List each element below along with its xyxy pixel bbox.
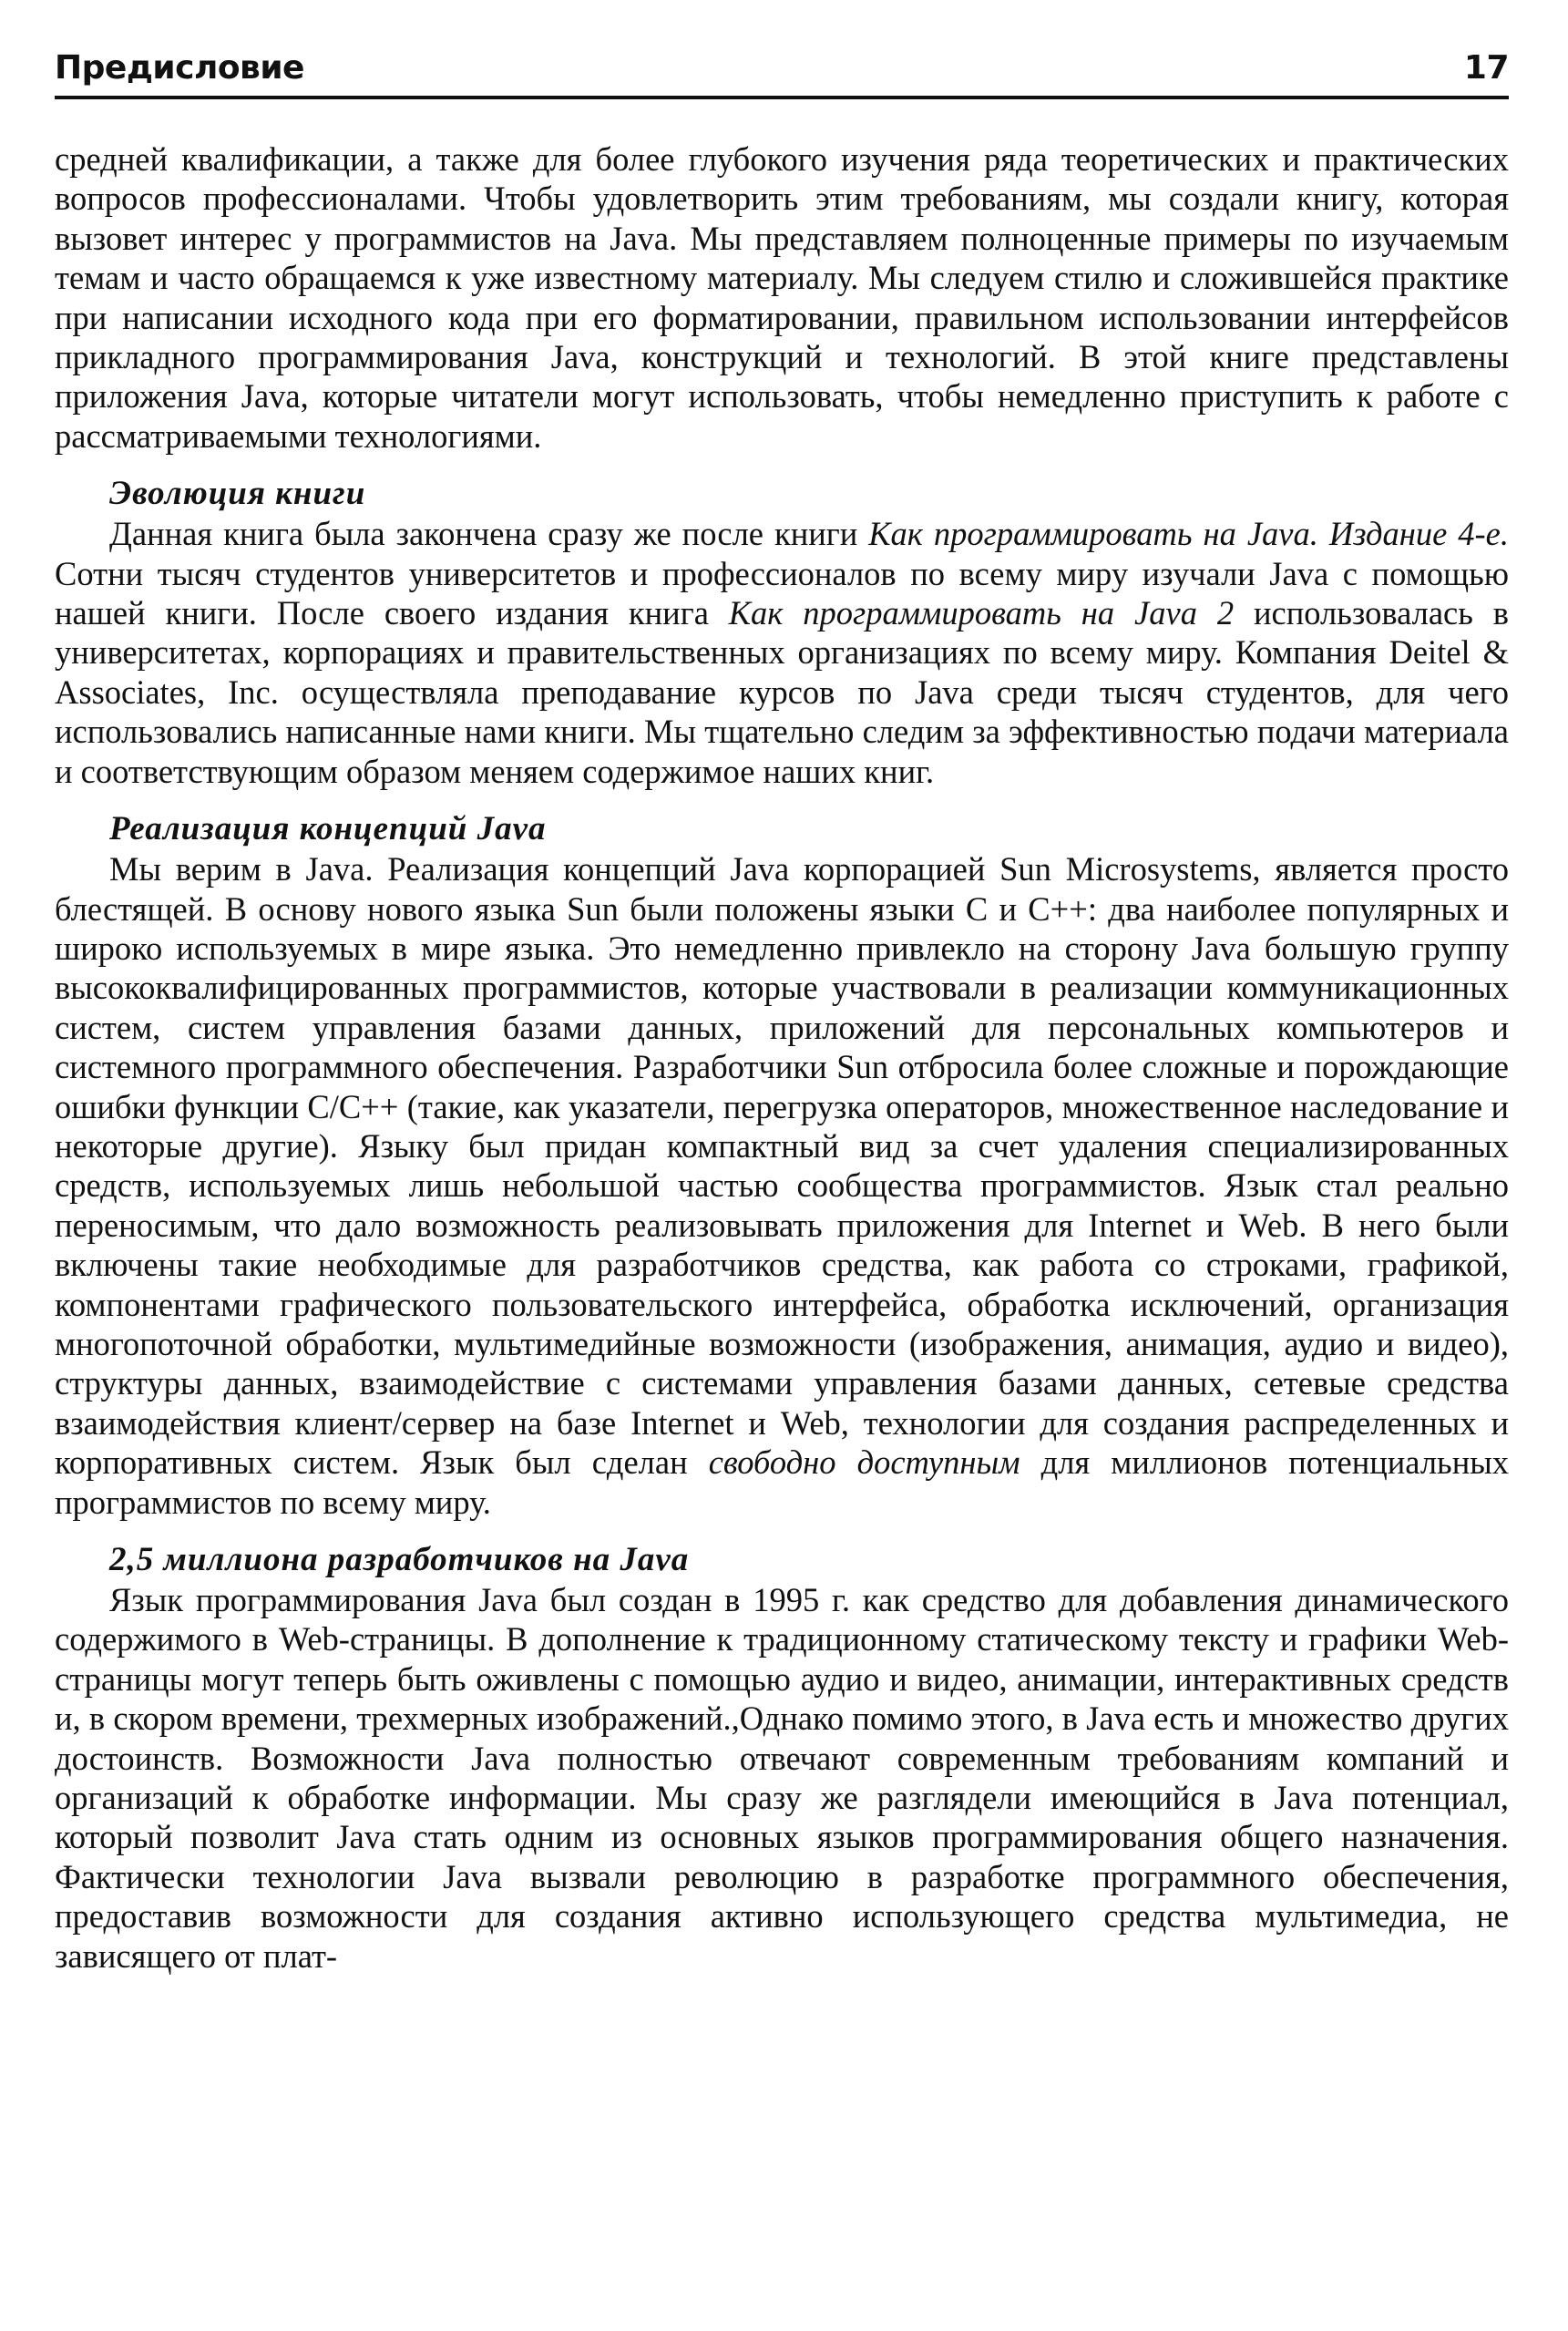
paragraph-java-concepts <box>55 849 1509 1522</box>
book-page <box>55 50 1509 1976</box>
page-content <box>55 139 1509 1976</box>
heading-java-concepts: Реализация концепций Java <box>109 810 547 848</box>
intro-paragraph: средней квалификации, а также для более глубокого изучения ряда теоретических и практических вопросов профессионалами. Чтобы удовлетворить этим требованиям, мы создали книгу, которая вызовет интерес у программистов на Java. Мы представляем полноценные примеры по изучаемым темам и часто обращаемся к уже известному материалу. Мы следуем стилю и сложившейся практике при написании исходного кода при его форматировании, правильном использовании интерфейсов прикладного программирования Java, конструкций и технологий. В этой книге представлены приложения Java, которые читатели могут использовать, чтобы немедленно приступить к работе с рассматриваемыми технологиями. <box>55 140 1509 455</box>
text-run: использовалась в университетах, корпорациях и правительственных организациях по всему миру. Компания Deitel & Associates, Inc. осуществляла преподавание курсов по Java среди тысяч студентов, для чего использовались написанные нами книги. Мы тщательно следим за эффективностью подачи материала и соответствующим образом меняем содержимое наших книг. <box>55 594 1510 790</box>
section-title: Предисловие <box>55 49 304 87</box>
paragraph-java-developers <box>55 1580 1509 1976</box>
freely-available-emphasis: свободно доступным <box>708 1443 1020 1482</box>
book-title-emphasis: Как программировать на Java. Издание 4-е. <box>868 515 1509 553</box>
page-number: 17 <box>1463 49 1509 87</box>
text-run: для миллионов потенциальных программистов по всему миру. <box>55 1443 1509 1521</box>
heading-book-evolution: Эволюция книги <box>109 475 366 513</box>
running-head <box>55 50 1509 99</box>
text-run: Сотни тысяч студентов университетов и профессионалов по всему миру изучали Java с помощью нашей книги. После своего издания книга <box>55 554 1509 632</box>
text-run: Мы верим в Java. Реализация концепций Java корпорацией Sun Microsystems, является просто блестящей. В основу нового языка Sun были положены языки С и С++: два наиболее популярных и широко используемых в мире языка. Это немедленно привлекло на сторону Java большую группу высококвалифицированных программистов, которые участвовали в реализации коммуникационных систем, систем управления базами данных, приложений для персональных компьютеров и системного программного обеспечения. Разработчики Sun отбросила более сложные и порождающие ошибки функции С/С++ (такие, как указатели, перегрузка операторов, множественное наследование и некоторые другие). Языку был придан компактный вид за счет удаления специализированных средств, используемых лишь небольшой частью сообщества программистов. Язык стал реально переносимым, что дало возможность реализовывать приложения для Internet и Web. В него были включены такие необходимые для разработчиков средства, как работа со строками, графикой, компонентами графического пользовательского интерфейса, обработка исключений, организация многопоточной обработки, мультимедийные возможности (изображения, анимация, аудио и видео), структуры данных, взаимодействие с системами управления базами данных, сетевые средства взаимодействия клиент/сервер на базе Internet и Web, технологии для создания распределенных и корпоративных систем. Язык был сделан <box>55 850 1509 1482</box>
heading-java-developers: 2,5 миллиона разработчиков на Java <box>109 1541 690 1578</box>
book-title-emphasis: Как программировать на Java 2 <box>728 594 1235 632</box>
text-run: Язык программирования Java был создан в 1995 г. как средство для добавления динамического содержимого в Web-страницы. В дополнение к традиционному статическому тексту и графики Web-страницы могут теперь быть оживлены с помощью аудио и видео, анимации, интерактивных средств и, в скором времени, трехмерных изображений.,Однако помимо этого, в Java есть и множество других достоинств. Возможности Java полностью отвечают современным требованиям компаний и организаций к обработке информации. Мы сразу же разглядели имеющийся в Java потенциал, который позволит Java стать одним из основных языков программирования общего назначения. Фактически технологии Java вызвали революцию в разработке программного обеспечения, предоставив возможности для создания активно использующего средства мультимедиа, не зависящего от плат- <box>55 1581 1509 1975</box>
paragraph-book-evolution <box>55 514 1509 791</box>
text-run: Данная книга была закончена сразу же после книги <box>109 515 869 553</box>
